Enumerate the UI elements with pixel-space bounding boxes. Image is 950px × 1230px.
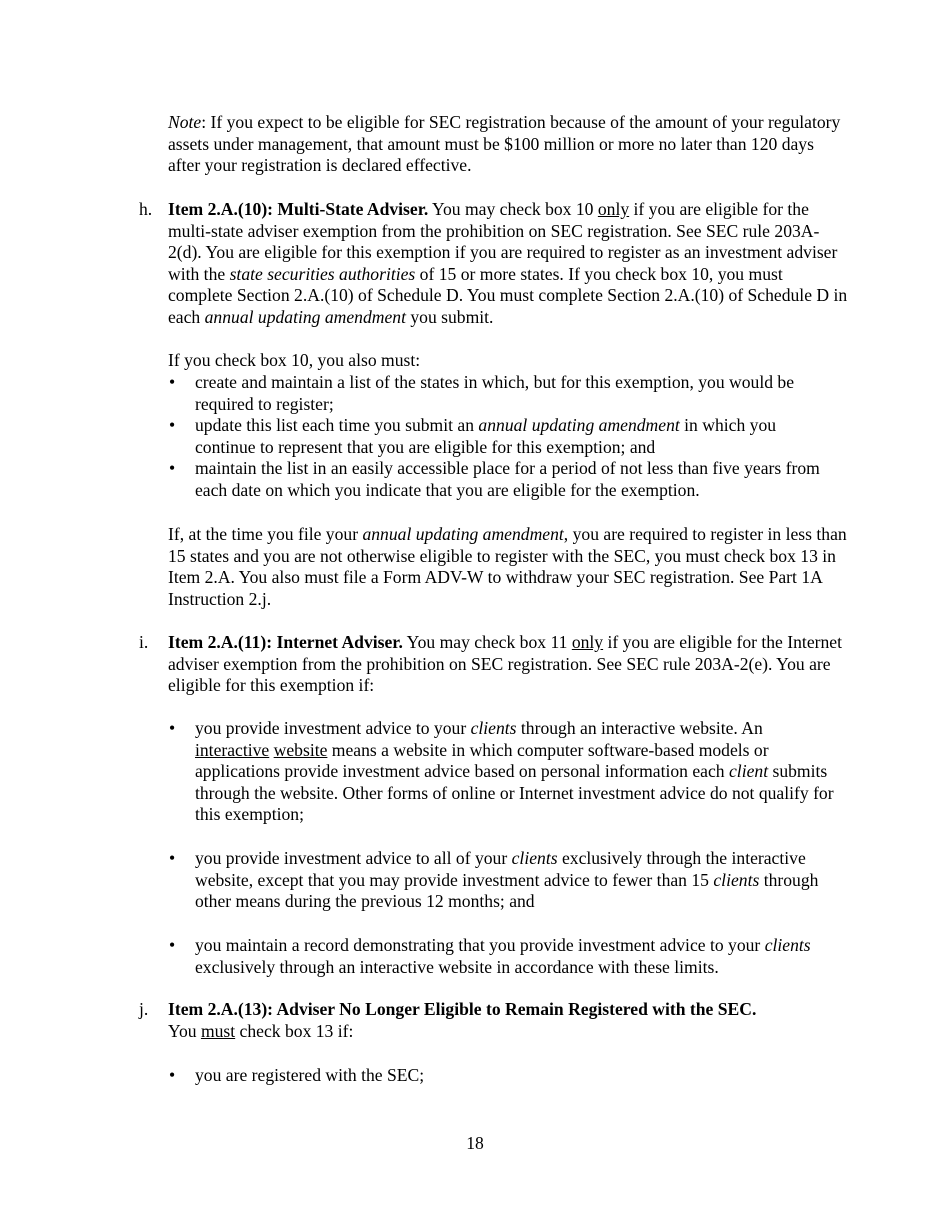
note-paragraph: Note: If you expect to be eligible for SEC registration because of the amount of your regulatory assets under management, that amount must be $100 million or more no later than 120 days after your registration is declared effective. (168, 112, 841, 176)
item-i-paragraph: Item 2.A.(11): Internet Adviser. You may check box 11 only if you are eligible for the Internet adviser exemption from the prohibition on SEC registration. See SEC rule 203A-2(e). You are eligible for this exemption if: (168, 632, 842, 696)
list-item: • you provide investment advice to your clients through an interactive website. An interactive website means a website in which computer software-based models or applications provide investment advice based on personal information each client submits through the website. Other forms of online or Internet investment advice do not qualify for this exemption; (168, 718, 838, 826)
item-h-bullet-list (168, 372, 838, 502)
item-i-bullet-3 (168, 935, 838, 978)
note-label: Note (168, 112, 202, 132)
item-h-marker: h. (139, 199, 153, 219)
page-number: 18 (466, 1133, 484, 1153)
item-i-bullet-1 (168, 718, 838, 826)
list-item: • maintain the list in an easily accessible place for a period of not less than five years from each date on which you indicate that you are eligible for the exemption. (168, 458, 838, 501)
list-item: • you maintain a record demonstrating that you provide investment advice to your clients exclusively through an interactive website in accordance with these limits. (168, 935, 838, 978)
item-j-bullet-list (168, 1065, 838, 1087)
item-i-heading: Item 2.A.(11): Internet Adviser. (168, 632, 403, 652)
item-i-bullet-2 (168, 848, 838, 913)
item-j-paragraph: Item 2.A.(13): Adviser No Longer Eligible to Remain Registered with the SEC. You must check box 13 if: (168, 999, 757, 1041)
item-i-marker: i. (139, 632, 149, 652)
item-h-also-must: If you check box 10, you also must: (168, 350, 421, 370)
item-j-heading: Item 2.A.(13): Adviser No Longer Eligible to Remain Registered with the SEC. (168, 999, 757, 1019)
list-item: • you provide investment advice to all of your clients exclusively through the interactive website, except that you may provide investment advice to fewer than 15 clients through other means during the previous 12 months; and (168, 848, 838, 913)
item-j-marker: j. (139, 999, 149, 1019)
item-h-paragraph-2: If, at the time you file your annual updating amendment, you are required to register in less than 15 states and you are not otherwise eligible to register with the SEC, you must check box 13 in Item 2.A. You also must file a Form ADV-W to withdraw your SEC registration. See Part 1A Instruction 2.j. (168, 524, 847, 609)
item-h-paragraph: Item 2.A.(10): Multi-State Adviser. You may check box 10 only if you are eligible for the multi-state adviser exemption from the prohibition on SEC registration. See SEC rule 203A-2(d). You are eligible for this exemption if you are required to register as an investment adviser with the state securities authorities of 15 or more states. If you check box 10, you must complete Section 2.A.(10) of Schedule D. You must complete Section 2.A.(10) of Schedule D in each annual updating amendment you submit. (168, 199, 848, 327)
list-item: • you are registered with the SEC; (168, 1065, 838, 1087)
item-h-heading: Item 2.A.(10): Multi-State Adviser. (168, 199, 429, 219)
list-item: • create and maintain a list of the states in which, but for this exemption, you would be required to register; (168, 372, 838, 415)
list-item: • update this list each time you submit an annual updating amendment in which you continue to represent that you are eligible for this exemption; and (168, 415, 838, 458)
